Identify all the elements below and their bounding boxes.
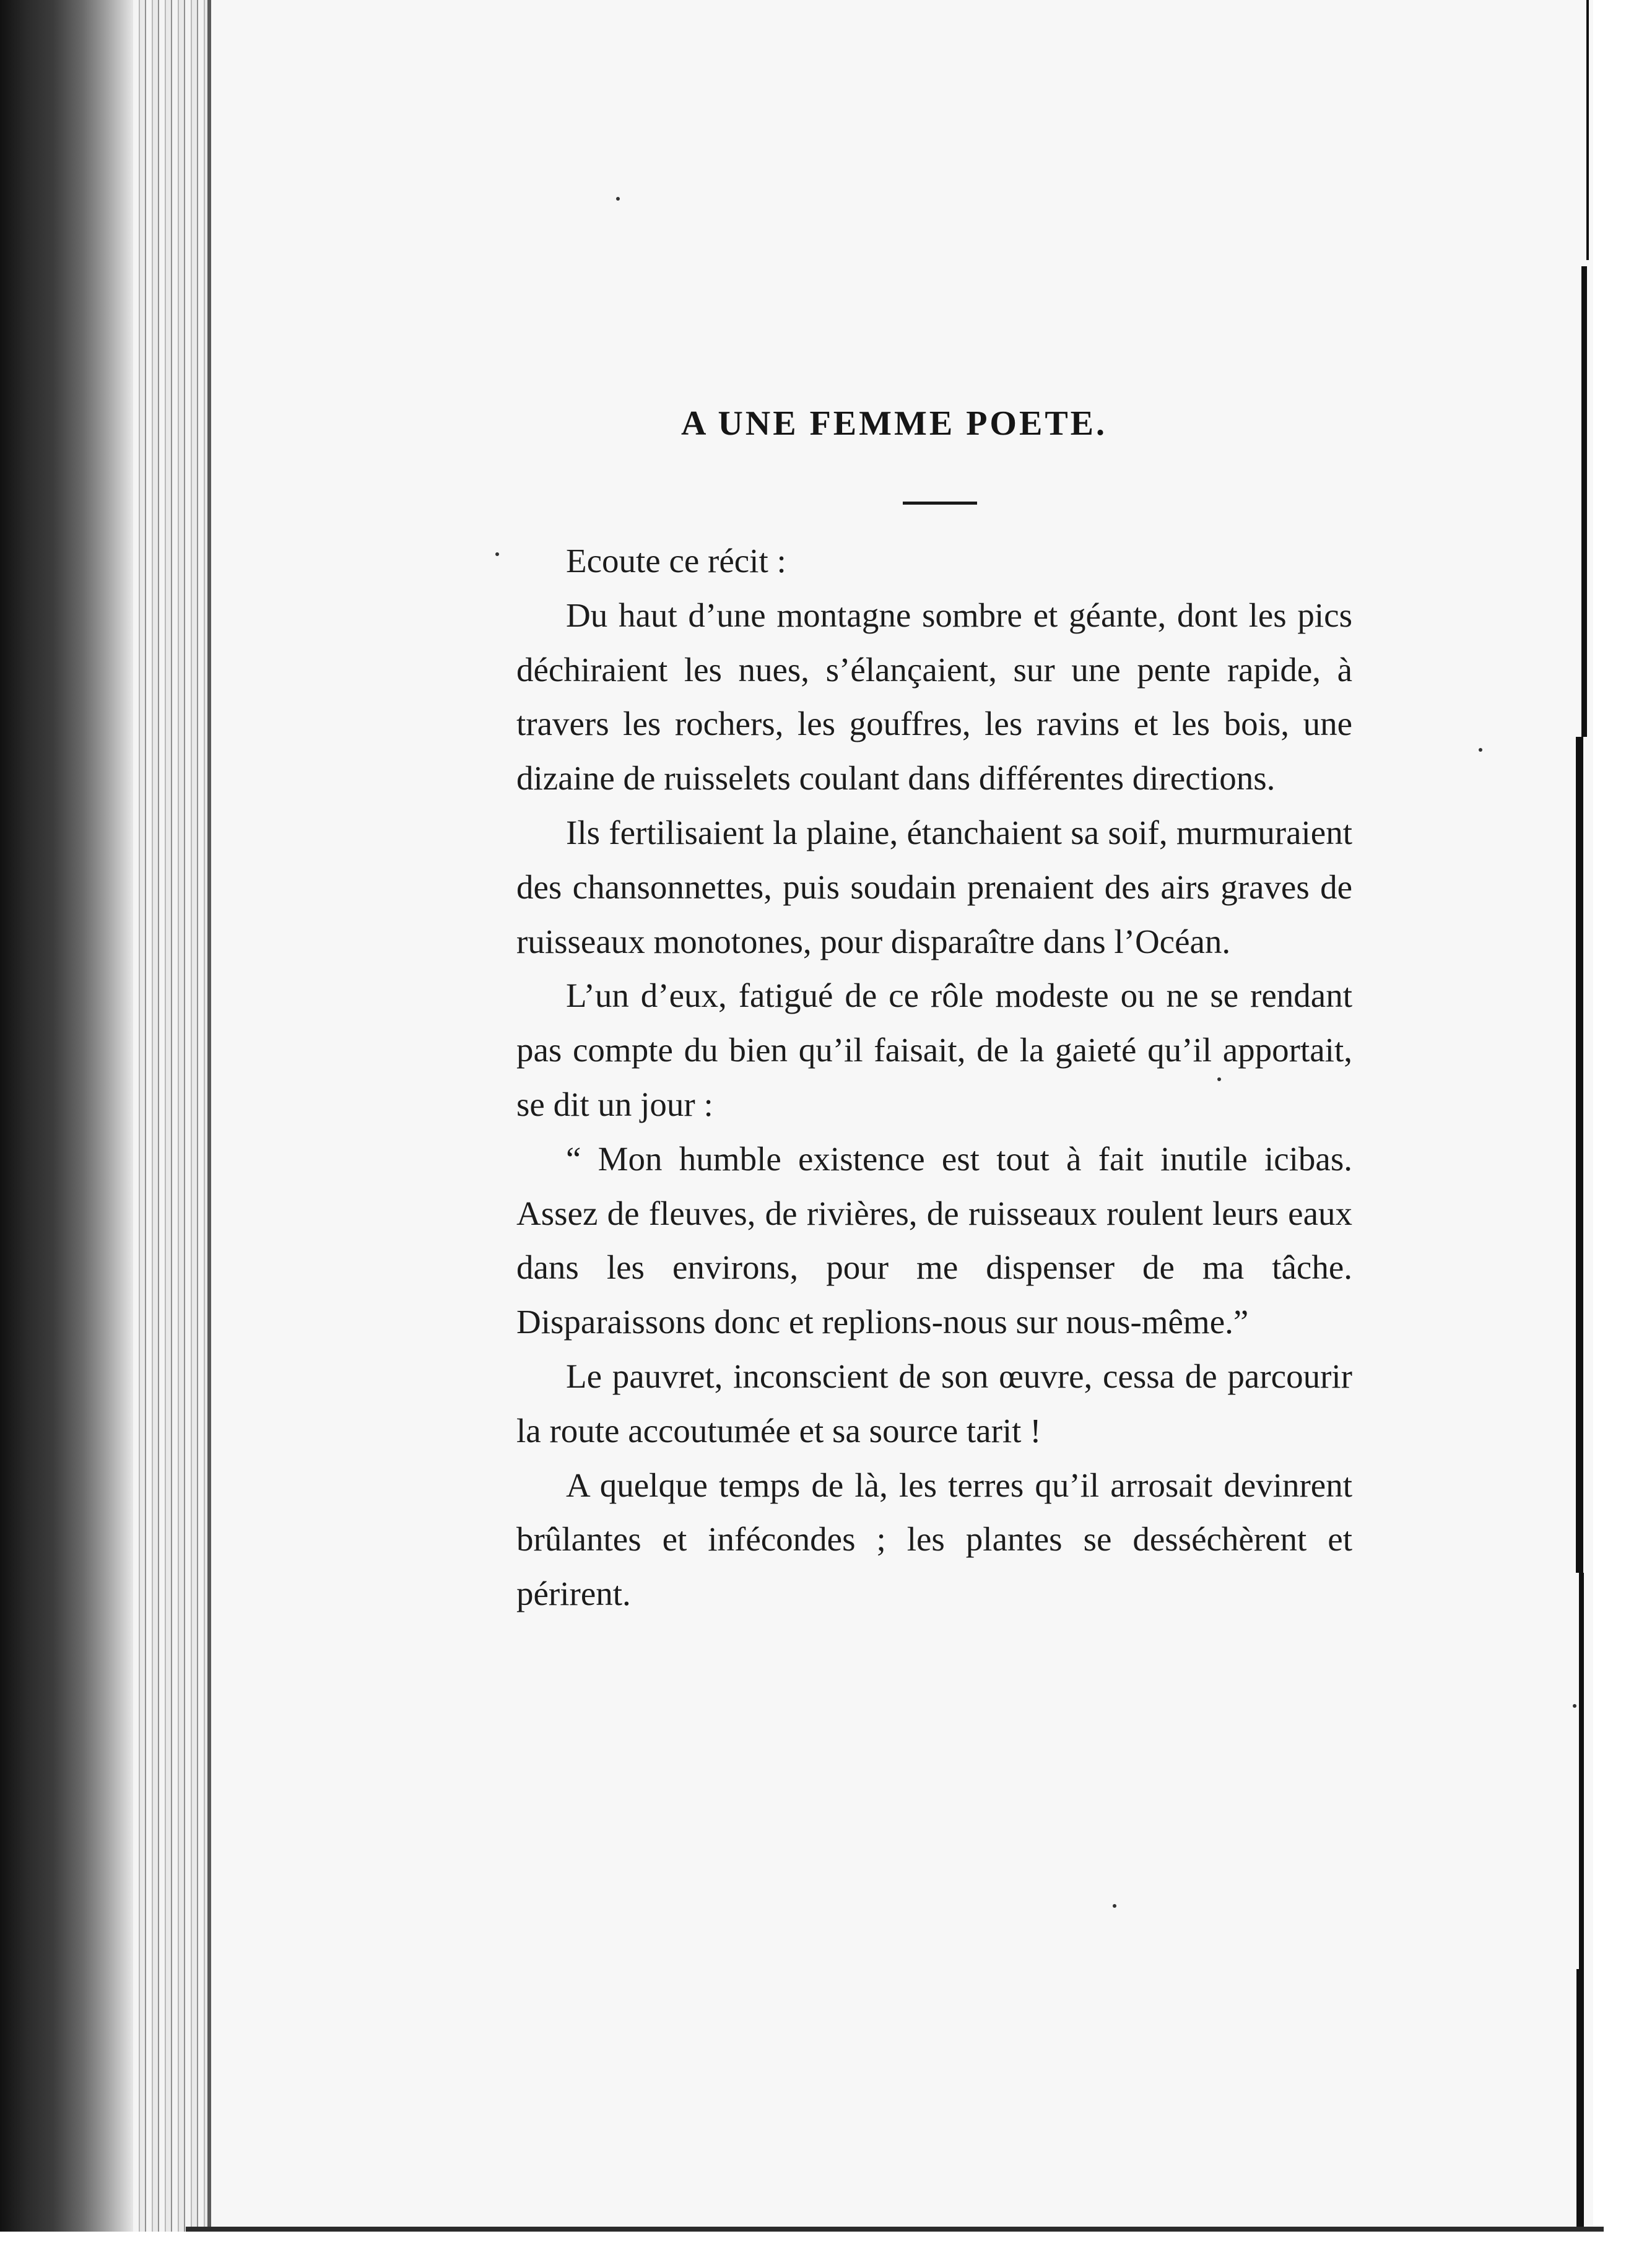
paragraph-7: A quelque temps de là, les terres qu’il arrosait devinrent brûlantes et infécondes ; les plantes se desséchèrent et périrent. <box>516 1466 1352 1613</box>
paper-speck <box>1113 1904 1116 1908</box>
body-text <box>516 534 1352 1621</box>
right-page-edge <box>1581 266 1587 737</box>
title-divider <box>903 502 977 505</box>
stacked-page-edges <box>133 0 211 2244</box>
paper-speck <box>1573 1704 1576 1708</box>
paragraph-3: Ils fertilisaient la plaine, étanchaient sa soif, murmuraient des chansonnettes, puis soudain prenaient des airs graves de ruisseaux monotones, pour disparaître dans l’Océan. <box>516 813 1352 960</box>
paragraph-6: Le pauvret, inconscient de son œuvre, cessa de parcourir la route accoutumée et sa source tarit ! <box>516 1357 1352 1450</box>
right-margin <box>1593 0 1652 2232</box>
right-page-edge <box>1576 1969 1584 2229</box>
paper-speck <box>1479 748 1482 752</box>
right-page-edge <box>1576 737 1583 1573</box>
poem-title: A UNE FEMME POETE. <box>681 404 1108 443</box>
page-bottom-edge <box>186 2227 1604 2232</box>
right-page-edge <box>1579 1573 1584 1969</box>
paragraph-5: “ Mon humble existence est tout à fait inutile icibas. Assez de fleuves, de rivières, de ruisseaux roulent leurs eaux dans les environs, pour me dispenser de ma tâche. Disparaissons donc et replions-nous sur nous-même.” <box>516 1139 1352 1341</box>
paragraph-2: Du haut d’une montagne sombre et géante, dont les pics déchiraient les nues, s’élançaient, sur une pente rapide, à travers les rochers, les gouffres, les ravins et les bois, une dizaine de ruisselets coulant dans différentes directions. <box>516 596 1352 798</box>
paragraph-1: Ecoute ce récit : <box>566 542 786 580</box>
right-page-edge <box>1586 0 1589 260</box>
page-bottom-margin <box>0 2232 1652 2244</box>
paragraph-4: L’un d’eux, fatigué de ce rôle modeste ou ne se rendant pas compte du bien qu’il faisait, de la gaieté qu’il apportait, se dit un jour : <box>516 976 1352 1123</box>
book-binding-gutter <box>0 0 133 2244</box>
paper-speck <box>495 552 499 556</box>
paper-speck <box>616 197 620 201</box>
